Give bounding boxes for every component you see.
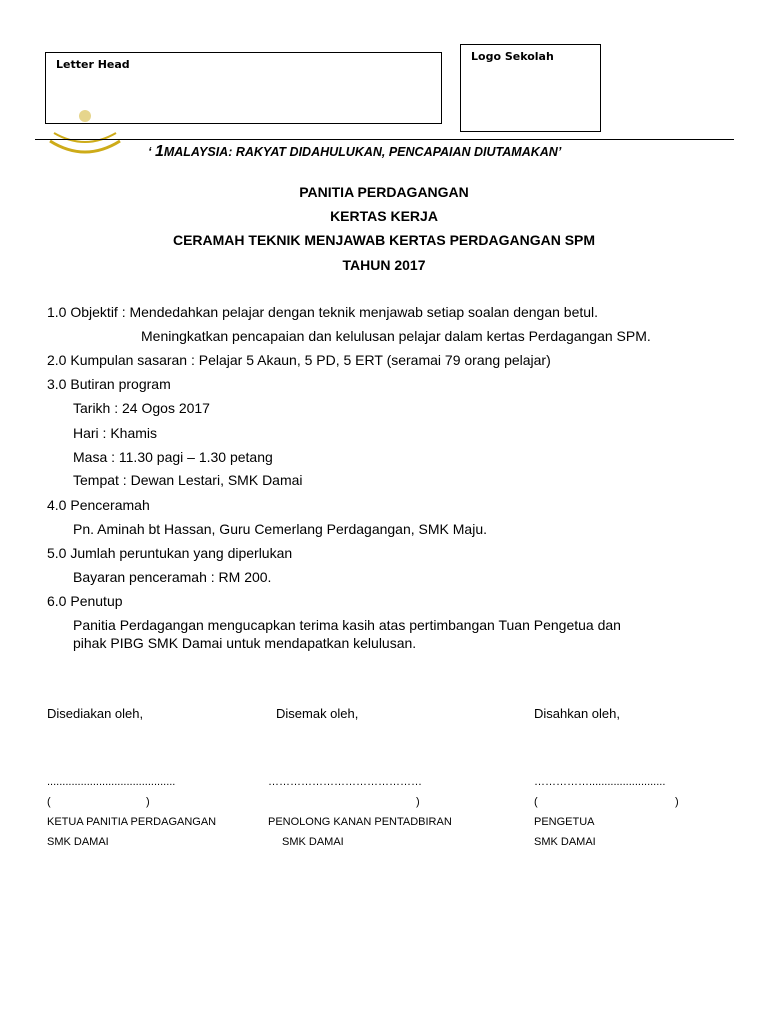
sign-paren-close-disahkan: ) [675, 796, 679, 808]
sign-paren-close-disemak: ) [416, 796, 420, 808]
header-divider [35, 139, 734, 140]
sign-paren-close-disediakan: ) [146, 796, 150, 808]
bayaran: Bayaran penceramah : RM 200. [73, 569, 272, 585]
sign-label-disahkan: Disahkan oleh, [534, 706, 620, 721]
logo-box [460, 44, 601, 132]
title-ceramah: CERAMAH TEKNIK MENJAWAB KERTAS PERDAGANGAN SPM [172, 232, 596, 248]
sign-line-disahkan: ……………......................... [534, 776, 666, 788]
tarikh: Tarikh : 24 Ogos 2017 [73, 400, 210, 416]
tempat: Tempat : Dewan Lestari, SMK Damai [73, 472, 303, 488]
penceramah-heading: 4.0 Penceramah [47, 497, 150, 513]
penutup-line2: pihak PIBG SMK Damai untuk mendapatkan kelulusan. [73, 635, 417, 651]
motto-text: MALAYSIA: RAKYAT DIDAHULUKAN, PENCAPAIAN DIUTAMAKAN’ [163, 145, 562, 159]
objektif-line2: Meningkatkan pencapaian dan kelulusan pelajar dalam kertas Perdagangan SPM. [141, 328, 651, 344]
motto-open-quote: ‘ [148, 145, 155, 159]
logo-label: Logo Sekolah [471, 50, 554, 63]
letterhead-label: Letter Head [56, 58, 130, 71]
sign-label-disemak: Disemak oleh, [276, 706, 359, 721]
sign-title-disediakan: KETUA PANITIA PERDAGANGAN [47, 816, 217, 828]
penutup-heading: 6.0 Penutup [47, 593, 123, 609]
title-tahun: TAHUN 2017 [342, 257, 426, 273]
sign-school-disahkan: SMK DAMAI [534, 836, 596, 848]
crest-icon [40, 71, 130, 161]
motto-number: 1 [154, 143, 164, 160]
objektif-line1: 1.0 Objektif : Mendedahkan pelajar dengan teknik menjawab setiap soalan dengan betul. [47, 304, 599, 320]
sign-label-disediakan: Disediakan oleh, [47, 706, 144, 721]
sign-school-disediakan: SMK DAMAI [47, 836, 109, 848]
sign-line-disediakan: .......................................... [47, 776, 176, 788]
sign-school-disemak: SMK DAMAI [282, 836, 344, 848]
butiran-heading: 3.0 Butiran program [47, 376, 171, 392]
title-kertas-kerja: KERTAS KERJA [330, 208, 438, 224]
sign-title-disemak: PENOLONG KANAN PENTADBIRAN [268, 816, 452, 828]
penutup-line1: Panitia Perdagangan mengucapkan terima kasih atas pertimbangan Tuan Pengetua dan [73, 617, 621, 633]
hari: Hari : Khamis [73, 425, 158, 441]
penceramah: Pn. Aminah bt Hassan, Guru Cemerlang Perdagangan, SMK Maju. [73, 521, 487, 537]
title-panitia: PANITIA PERDAGANGAN [299, 184, 469, 200]
sign-paren-open-disediakan: ( [47, 796, 51, 808]
sign-line-disemak: …………………………………… [268, 776, 422, 788]
letterhead-box [45, 52, 442, 124]
kumpulan-sasaran: 2.0 Kumpulan sasaran : Pelajar 5 Akaun, 5 PD, 5 ERT (seramai 79 orang pelajar) [47, 352, 551, 368]
sign-paren-open-disahkan: ( [534, 796, 538, 808]
masa: Masa : 11.30 pagi – 1.30 petang [73, 449, 273, 465]
jumlah-heading: 5.0 Jumlah peruntukan yang diperlukan [47, 545, 293, 561]
motto [148, 143, 561, 161]
sign-title-disahkan: PENGETUA [534, 816, 595, 828]
